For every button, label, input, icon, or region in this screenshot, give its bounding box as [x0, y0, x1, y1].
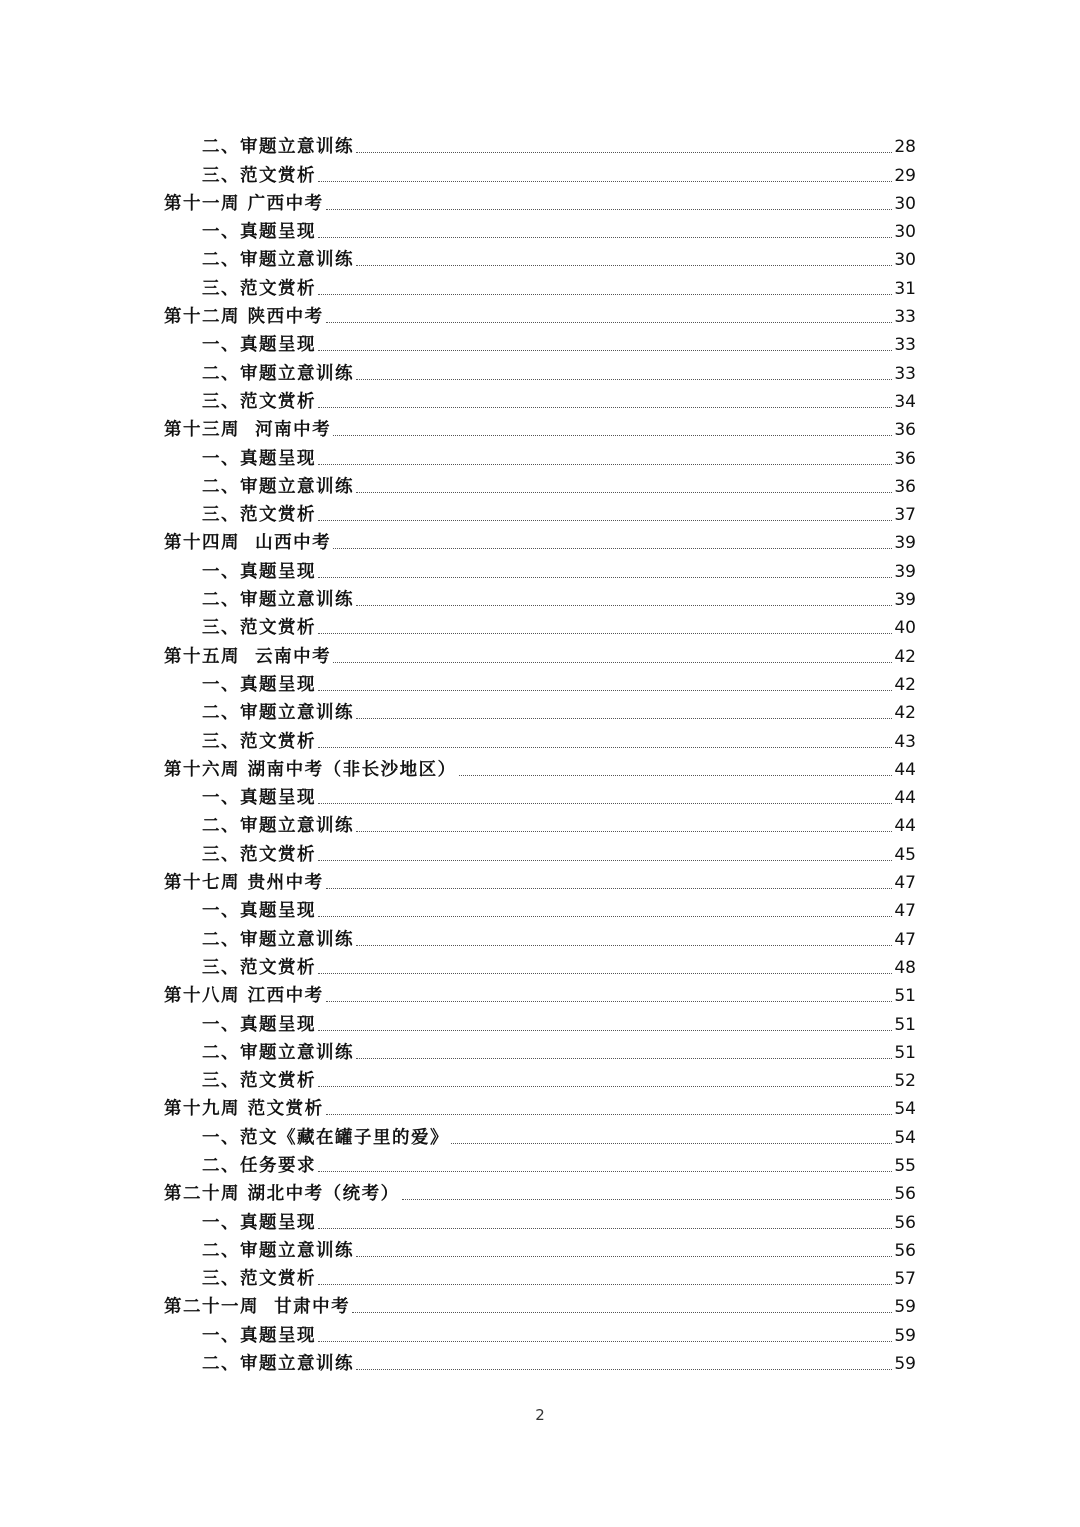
toc-section-row — [0, 243, 1080, 271]
toc-section-row — [0, 1318, 1080, 1346]
dot-leader — [333, 435, 892, 436]
dot-leader — [326, 1001, 893, 1002]
toc-entry-page-number: 56 — [894, 1212, 916, 1233]
dot-leader — [356, 152, 892, 153]
toc-entry-title: 第十五周 云南中考 — [164, 646, 332, 667]
toc-entry-title: 一、范文《藏在罐子里的爱》 — [202, 1127, 449, 1148]
toc-section-row — [0, 158, 1080, 186]
dot-leader — [326, 1114, 893, 1115]
toc-chapter-row — [0, 413, 1080, 441]
dot-leader — [318, 350, 892, 351]
toc-entry-title: 二、审题立意训练 — [202, 703, 354, 724]
toc-entry-title: 三、范文赏析 — [202, 957, 316, 978]
dot-leader — [318, 577, 892, 578]
toc-entry-page-number: 33 — [894, 307, 916, 328]
toc-entry-page-number: 54 — [894, 1099, 916, 1120]
toc-entry-page-number: 59 — [894, 1325, 916, 1346]
toc-entry-title: 第十九周 范文赏析 — [164, 1099, 324, 1120]
toc-chapter-row — [0, 187, 1080, 215]
dot-leader — [318, 803, 892, 804]
toc-entry-page-number: 47 — [894, 901, 916, 922]
dot-leader — [318, 690, 892, 691]
toc-section-row — [0, 837, 1080, 865]
toc-entry-page-number: 56 — [894, 1184, 916, 1205]
toc-entry-page-number: 47 — [894, 873, 916, 894]
toc-entry-title: 三、范文赏析 — [202, 1071, 316, 1092]
toc-entry-title: 第十八周 江西中考 — [164, 986, 324, 1007]
toc-section-row — [0, 215, 1080, 243]
toc-section-row — [0, 1149, 1080, 1177]
toc-section-row — [0, 271, 1080, 299]
toc-section-row — [0, 894, 1080, 922]
dot-leader — [459, 775, 893, 776]
toc-section-row — [0, 470, 1080, 498]
toc-chapter-row — [0, 1177, 1080, 1205]
dot-leader — [318, 464, 892, 465]
toc-entry-title: 三、范文赏析 — [202, 278, 316, 299]
toc-entry-page-number: 33 — [894, 335, 916, 356]
toc-section-row — [0, 130, 1080, 158]
toc-entry-page-number: 28 — [894, 137, 916, 158]
toc-section-row — [0, 1262, 1080, 1290]
toc-entry-title: 三、范文赏析 — [202, 165, 316, 186]
toc-entry-title: 二、审题立意训练 — [202, 590, 354, 611]
toc-section-row — [0, 1347, 1080, 1375]
toc-entry-title: 二、审题立意训练 — [202, 250, 354, 271]
toc-section-row — [0, 1205, 1080, 1233]
toc-entry-page-number: 44 — [894, 759, 916, 780]
toc-entry-page-number: 36 — [894, 448, 916, 469]
dot-leader — [318, 747, 892, 748]
toc-section-row — [0, 1064, 1080, 1092]
toc-entry-title: 二、审题立意训练 — [202, 363, 354, 384]
toc-section-row — [0, 554, 1080, 582]
toc-entry-page-number: 42 — [894, 703, 916, 724]
toc-entry-title: 二、审题立意训练 — [202, 137, 354, 158]
toc-section-row — [0, 809, 1080, 837]
toc-entry-title: 一、真题呈现 — [202, 222, 316, 243]
dot-leader — [318, 633, 892, 634]
toc-entry-page-number: 43 — [894, 731, 916, 752]
dot-leader — [402, 1199, 893, 1200]
dot-leader — [356, 831, 892, 832]
toc-entry-title: 二、任务要求 — [202, 1155, 316, 1176]
dot-leader — [326, 888, 893, 889]
toc-entry-title: 二、审题立意训练 — [202, 476, 354, 497]
toc-entry-title: 三、范文赏析 — [202, 391, 316, 412]
table-of-contents — [0, 130, 1080, 1375]
toc-section-row — [0, 1036, 1080, 1064]
toc-entry-page-number: 51 — [894, 1042, 916, 1063]
toc-entry-title: 第十六周 湖南中考（非长沙地区） — [164, 759, 457, 780]
toc-entry-title: 三、范文赏析 — [202, 1269, 316, 1290]
dot-leader — [318, 916, 892, 917]
toc-entry-page-number: 47 — [894, 929, 916, 950]
toc-entry-page-number: 30 — [894, 250, 916, 271]
toc-section-row — [0, 328, 1080, 356]
toc-entry-title: 第十七周 贵州中考 — [164, 873, 324, 894]
toc-entry-page-number: 55 — [894, 1155, 916, 1176]
toc-section-row — [0, 1007, 1080, 1035]
toc-section-row — [0, 781, 1080, 809]
toc-entry-page-number: 30 — [894, 193, 916, 214]
toc-entry-title: 一、真题呈现 — [202, 1325, 316, 1346]
toc-entry-title: 第十四周 山西中考 — [164, 533, 332, 554]
toc-entry-page-number: 56 — [894, 1240, 916, 1261]
toc-entry-title: 二、审题立意训练 — [202, 1240, 354, 1261]
dot-leader — [451, 1143, 892, 1144]
footer-page-number: 2 — [535, 1406, 545, 1424]
toc-entry-page-number: 52 — [894, 1071, 916, 1092]
toc-entry-title: 二、审题立意训练 — [202, 929, 354, 950]
toc-section-row — [0, 668, 1080, 696]
toc-entry-title: 二、审题立意训练 — [202, 1042, 354, 1063]
dot-leader — [318, 237, 892, 238]
toc-section-row — [0, 922, 1080, 950]
toc-chapter-row — [0, 300, 1080, 328]
toc-section-row — [0, 951, 1080, 979]
dot-leader — [318, 181, 892, 182]
toc-entry-title: 第二十周 湖北中考（统考） — [164, 1184, 400, 1205]
dot-leader — [318, 973, 892, 974]
toc-entry-page-number: 57 — [894, 1269, 916, 1290]
toc-entry-title: 一、真题呈现 — [202, 335, 316, 356]
toc-entry-page-number: 51 — [894, 986, 916, 1007]
toc-entry-page-number: 34 — [894, 391, 916, 412]
toc-entry-title: 一、真题呈现 — [202, 788, 316, 809]
toc-chapter-row — [0, 1290, 1080, 1318]
toc-entry-page-number: 29 — [894, 165, 916, 186]
toc-chapter-row — [0, 979, 1080, 1007]
toc-entry-title: 第十三周 河南中考 — [164, 420, 332, 441]
toc-chapter-row — [0, 866, 1080, 894]
toc-entry-title: 三、范文赏析 — [202, 618, 316, 639]
dot-leader — [352, 1312, 892, 1313]
toc-chapter-row — [0, 639, 1080, 667]
toc-entry-title: 一、真题呈现 — [202, 901, 316, 922]
toc-chapter-row — [0, 1092, 1080, 1120]
toc-entry-title: 三、范文赏析 — [202, 844, 316, 865]
toc-entry-page-number: 44 — [894, 788, 916, 809]
dot-leader — [356, 492, 892, 493]
dot-leader — [318, 1284, 892, 1285]
toc-entry-title: 第二十一周 甘肃中考 — [164, 1297, 351, 1318]
toc-entry-page-number: 51 — [894, 1014, 916, 1035]
dot-leader — [356, 265, 892, 266]
dot-leader — [356, 945, 892, 946]
toc-entry-title: 一、真题呈现 — [202, 1014, 316, 1035]
dot-leader — [333, 548, 892, 549]
toc-entry-title: 第十一周 广西中考 — [164, 193, 324, 214]
dot-leader — [333, 662, 892, 663]
dot-leader — [318, 294, 892, 295]
toc-section-row — [0, 583, 1080, 611]
toc-section-row — [0, 1234, 1080, 1262]
toc-entry-title: 三、范文赏析 — [202, 731, 316, 752]
toc-entry-page-number: 42 — [894, 674, 916, 695]
toc-entry-title: 一、真题呈现 — [202, 1212, 316, 1233]
toc-section-row — [0, 498, 1080, 526]
toc-entry-page-number: 39 — [894, 561, 916, 582]
toc-chapter-row — [0, 526, 1080, 554]
toc-entry-title: 三、范文赏析 — [202, 505, 316, 526]
dot-leader — [356, 1369, 892, 1370]
toc-entry-page-number: 48 — [894, 957, 916, 978]
toc-entry-title: 二、审题立意训练 — [202, 1354, 354, 1375]
dot-leader — [318, 1228, 892, 1229]
toc-section-row — [0, 356, 1080, 384]
toc-entry-page-number: 33 — [894, 363, 916, 384]
toc-entry-page-number: 39 — [894, 590, 916, 611]
dot-leader — [326, 322, 893, 323]
dot-leader — [318, 407, 892, 408]
toc-entry-title: 一、真题呈现 — [202, 674, 316, 695]
toc-section-row — [0, 385, 1080, 413]
toc-entry-page-number: 54 — [894, 1127, 916, 1148]
dot-leader — [356, 1256, 892, 1257]
toc-entry-page-number: 59 — [894, 1297, 916, 1318]
toc-chapter-row — [0, 753, 1080, 781]
toc-entry-title: 第十二周 陕西中考 — [164, 307, 324, 328]
dot-leader — [318, 520, 892, 521]
toc-entry-page-number: 37 — [894, 505, 916, 526]
toc-section-row — [0, 611, 1080, 639]
toc-entry-page-number: 59 — [894, 1354, 916, 1375]
dot-leader — [356, 1058, 892, 1059]
toc-entry-page-number: 39 — [894, 533, 916, 554]
toc-section-row — [0, 724, 1080, 752]
toc-entry-page-number: 42 — [894, 646, 916, 667]
dot-leader — [318, 1171, 892, 1172]
toc-entry-page-number: 31 — [894, 278, 916, 299]
toc-entry-title: 一、真题呈现 — [202, 561, 316, 582]
dot-leader — [318, 1086, 892, 1087]
dot-leader — [318, 1030, 892, 1031]
toc-entry-page-number: 45 — [894, 844, 916, 865]
toc-entry-page-number: 36 — [894, 476, 916, 497]
dot-leader — [318, 1341, 892, 1342]
dot-leader — [356, 379, 892, 380]
toc-entry-title: 二、审题立意训练 — [202, 816, 354, 837]
toc-entry-page-number: 40 — [894, 618, 916, 639]
dot-leader — [356, 605, 892, 606]
toc-section-row — [0, 1120, 1080, 1148]
dot-leader — [318, 860, 892, 861]
toc-entry-page-number: 36 — [894, 420, 916, 441]
toc-section-row — [0, 696, 1080, 724]
toc-section-row — [0, 441, 1080, 469]
dot-leader — [356, 718, 892, 719]
toc-entry-page-number: 44 — [894, 816, 916, 837]
dot-leader — [326, 209, 893, 210]
toc-entry-page-number: 30 — [894, 222, 916, 243]
toc-entry-title: 一、真题呈现 — [202, 448, 316, 469]
